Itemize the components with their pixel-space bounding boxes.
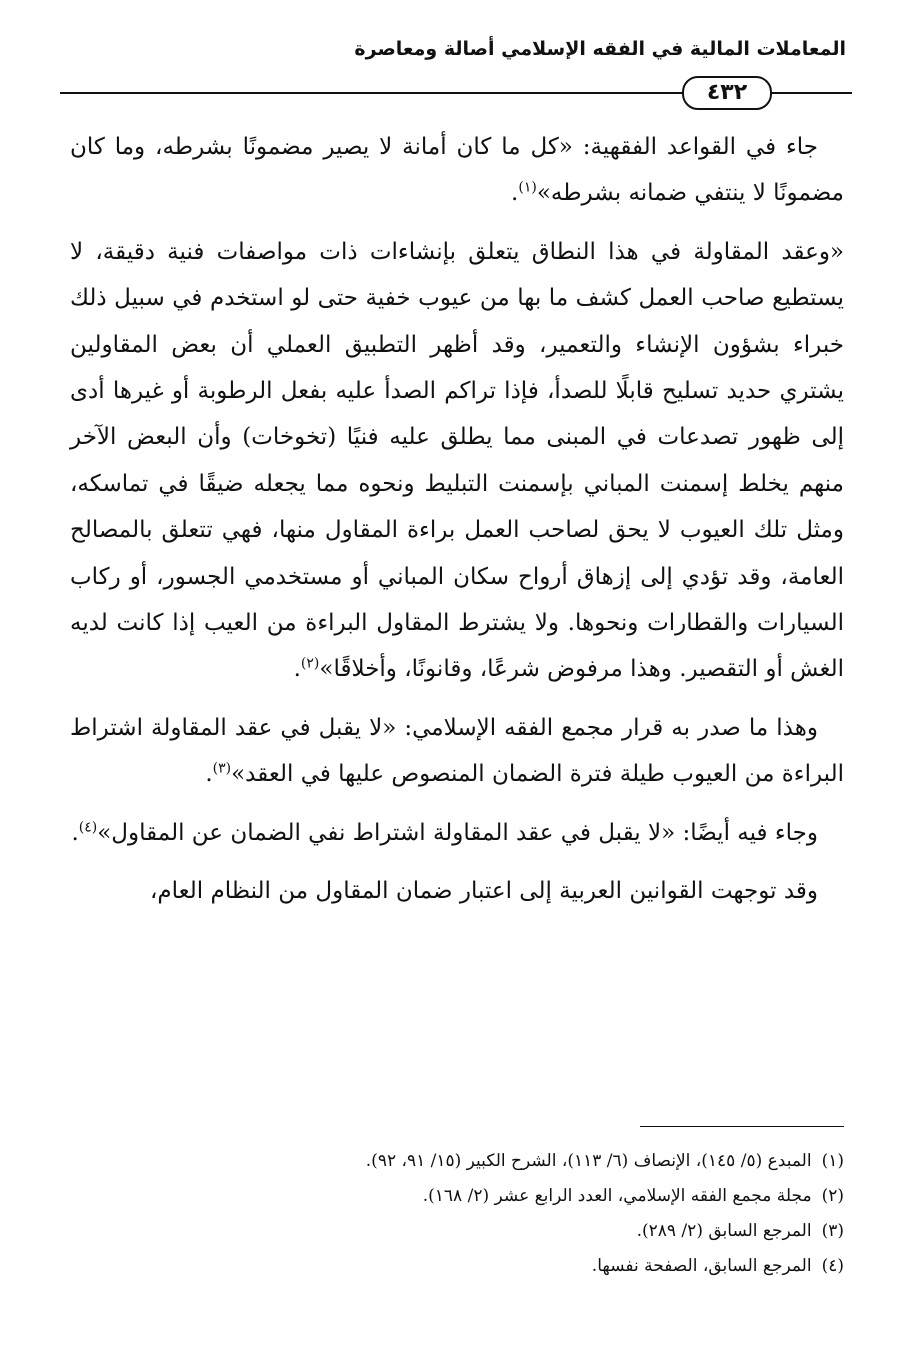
paragraph-2-text: «وعقد المقاولة في هذا النطاق يتعلق بإنشاءات ذات مواصفات فنية دقيقة، لا يستطيع صاحب العمل كشف ما بها من عيوب خفية حتى لو استخدم في سبيل ذلك خبراء بشؤون الإنشاء والتعمير، وقد أظهر التطبيق العملي أن بعض المقاولين يشتري حديد تسليح قابلًا للصدأ، فإذا تراكم الصدأ عليه بفعل الرطوبة أو غيرها أدى إلى ظهور تصدعات في المبنى مما يطلق عليه فنيًا (تخوخات) وأن البعض الآخر منهم يخلط إسمنت المباني بإسمنت التبليط ونحوه مما يجعله ضيقًا في تماسكه، ومثل تلك العيوب لا يحق لصاحب العمل براءة المقاول منها، فهي تتعلق بالمصالح العامة، وقد تؤدي إلى إزهاق أرواح سكان المباني أو مستخدمي الجسور، أو ركاب السيارات والقطارات ونحوها. ولا يشترط المقاول البراءة من العيب إذا كانت لديه الغش أو التقصير. وهذا مرفوض شرعًا، وقانونًا، وأخلاقًا» [70, 238, 844, 683]
paragraph-4-end: . [71, 819, 79, 846]
paragraph-1-text: جاء في القواعد الفقهية: «كل ما كان أمانة لا يصير مضمونًا بشرطه، وما كان مضمونًا لا ينتفي ضمانه بشرطه» [70, 134, 844, 207]
footnote-1 [90, 1144, 844, 1179]
footnote-ref-4: (٤) [78, 819, 98, 836]
footnote-separator [640, 1126, 844, 1127]
paragraph-3-end: . [205, 761, 213, 788]
page-number: ٤٣٢ [682, 76, 772, 110]
paragraph-3 [70, 705, 844, 798]
footnote-number: (٣) [821, 1221, 844, 1241]
paragraph-1-end: . [511, 180, 519, 207]
footnote-text: مجلة مجمع الفقه الإسلامي، العدد الرابع عشر (٢/ ١٦٨). [422, 1186, 812, 1206]
footnotes [90, 1144, 844, 1284]
paragraph-2 [70, 229, 844, 693]
footnote-2 [90, 1179, 844, 1214]
paragraph-4 [70, 810, 844, 856]
paragraph-2-end: . [293, 656, 301, 683]
paragraph-5-text: وقد توجهت القوانين العربية إلى اعتبار ضمان المقاول من النظام العام، [150, 878, 818, 905]
paragraph-3-text: وهذا ما صدر به قرار مجمع الفقه الإسلامي: «لا يقبل في عقد المقاولة اشتراط البراءة من العيوب طيلة فترة الضمان المنصوص عليها في العقد» [70, 714, 844, 788]
body-text [70, 124, 844, 927]
footnote-number: (١) [821, 1151, 844, 1171]
footnote-ref-3: (٣) [212, 760, 232, 777]
footnote-number: (٤) [821, 1256, 844, 1276]
footnote-text: المرجع السابق (٢/ ٢٨٩). [636, 1221, 812, 1241]
paragraph-4-text: وجاء فيه أيضًا: «لا يقبل في عقد المقاولة اشتراط نفي الضمان عن المقاول» [97, 819, 818, 846]
footnote-4 [90, 1249, 844, 1284]
running-title: المعاملات المالية في الفقه الإسلامي أصالة ومعاصرة [354, 38, 846, 60]
footnote-3 [90, 1214, 844, 1249]
footnote-text: المرجع السابق، الصفحة نفسها. [591, 1256, 812, 1276]
paragraph-5 [70, 868, 844, 914]
footnote-text: المبدع (٥/ ١٤٥)، الإنصاف (٦/ ١١٣)، الشرح الكبير (١٥/ ٩١، ٩٢). [365, 1151, 812, 1171]
footnote-ref-1: (١) [518, 179, 537, 196]
footnote-number: (٢) [821, 1186, 844, 1206]
footnote-ref-2: (٢) [300, 655, 320, 672]
paragraph-1 [70, 124, 844, 217]
